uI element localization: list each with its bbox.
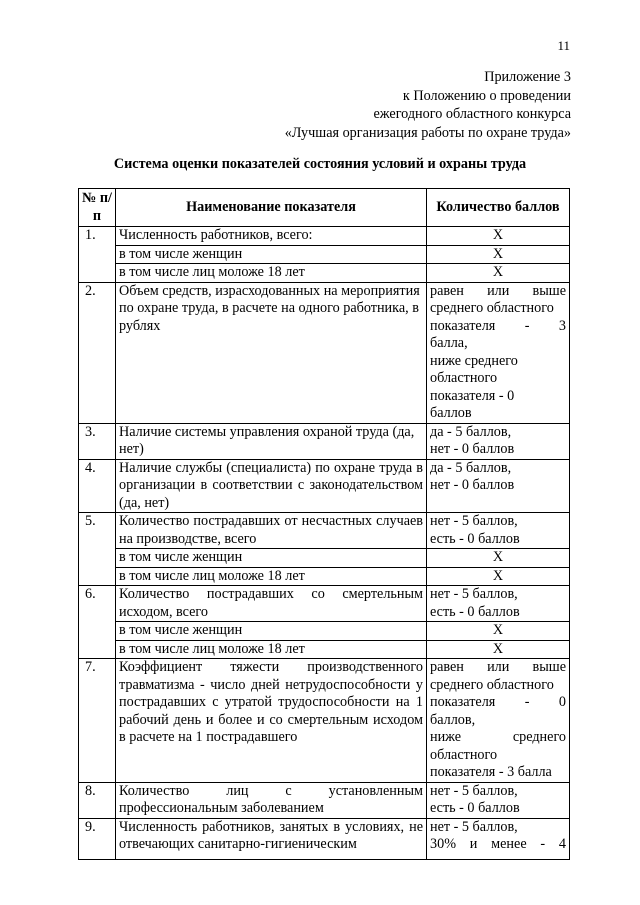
score-line: есть - 0 баллов (430, 530, 520, 547)
score-line: среднего областного (430, 300, 554, 316)
indicator-score: Х (427, 549, 570, 568)
score-line: нет - 5 баллов, (430, 782, 518, 799)
indicator-name: Количество пострадавших от несчастных случаев на производстве, всего (116, 513, 427, 549)
row-number: 4. (79, 459, 116, 513)
score-line: показателя - 3 балла (430, 764, 552, 780)
indicator-score: Х (427, 622, 570, 641)
score-line: да - 5 баллов, (430, 423, 512, 440)
table-row (79, 227, 570, 246)
row-number: 5. (79, 513, 116, 586)
row-number: 7. (79, 659, 116, 783)
table-subrow (79, 622, 570, 641)
row-number: 6. (79, 586, 116, 659)
document-title: Система оценки показателей состояния условий и охраны труда (113, 156, 527, 172)
indicator-name: Объем средств, израсходованных на мероприятия по охране труда, в расчете на одного работника, в рублях (116, 282, 427, 423)
appendix-line: «Лучшая организация работы по охране труда» (284, 124, 571, 141)
score-line: ниже среднего (430, 729, 566, 745)
indicator-name-text: Численность работников, занятых в условиях, не отвечающих санитарно-гигиеническим (119, 818, 423, 852)
indicator-name: Коэффициент тяжести производственного травматизма - число дней нетрудоспособности у пострадавших с утратой трудоспособности на 1 рабочий день и более и со смертельным исходом в расчете на 1 пострадавшего (116, 659, 427, 783)
score-line: областного (430, 370, 498, 386)
indicator-score (427, 659, 570, 783)
score-line: показателя - 3 (430, 317, 566, 334)
score-line: 30% и менее - 4 (430, 836, 566, 852)
score-line: баллов, (430, 711, 476, 728)
score-line: балла, (430, 335, 468, 351)
score-line: баллов (430, 405, 472, 421)
score-line: нет - 5 баллов, (430, 586, 518, 602)
indicator-name: Численность работников, всего: (116, 227, 427, 246)
indicator-score (427, 423, 570, 459)
score-line: нет - 0 баллов (430, 441, 515, 457)
indicator-score: Х (427, 640, 570, 659)
score-line: да - 5 баллов, (430, 459, 512, 476)
header-name: Наименование показателя (116, 189, 427, 227)
score-line: показателя - 0 (430, 387, 515, 404)
table-row (79, 659, 570, 783)
indicator-score (427, 782, 570, 818)
indicator-score: Х (427, 264, 570, 283)
indicator-name: в том числе женщин (116, 245, 427, 264)
table-subrow (79, 640, 570, 659)
indicator-name: в том числе женщин (116, 622, 427, 641)
indicator-name: Количество пострадавших со смертельным исходом, всего (116, 586, 427, 622)
indicator-name: Наличие системы управления охраной труда (да, нет) (116, 423, 427, 459)
score-line: нет - 5 баллов, (430, 513, 518, 529)
indicator-score (427, 459, 570, 513)
row-number: 1. (79, 227, 116, 283)
scoring-table (78, 188, 570, 860)
row-number: 8. (79, 782, 116, 818)
table-subrow (79, 567, 570, 586)
indicator-score: Х (427, 567, 570, 586)
page-number: 11 (557, 38, 570, 53)
table-row (79, 423, 570, 459)
table-subrow (79, 549, 570, 568)
row-number: 3. (79, 423, 116, 459)
table-row (79, 282, 570, 423)
table-subrow (79, 245, 570, 264)
indicator-name: в том числе лиц моложе 18 лет (116, 567, 427, 586)
indicator-name: Количество лиц с установленным профессиональным заболеванием (116, 782, 427, 818)
table-header-row (79, 189, 570, 227)
score-line: есть - 0 баллов (430, 603, 520, 620)
header-number: № п/п (79, 189, 116, 227)
row-number: 9. (79, 818, 116, 859)
score-line: показателя - 0 (430, 694, 566, 710)
indicator-score (427, 513, 570, 549)
table-row (79, 586, 570, 622)
indicator-name: Наличие службы (специалиста) по охране труда в организации в соответствии с законодательством (да, нет) (116, 459, 427, 513)
table-row (79, 818, 570, 859)
indicator-score (427, 818, 570, 859)
header-score: Количество баллов (427, 189, 570, 227)
indicator-name: в том числе лиц моложе 18 лет (116, 640, 427, 659)
score-line: есть - 0 баллов (430, 800, 520, 816)
score-line: областного (430, 746, 498, 763)
score-line: равен или выше (430, 282, 566, 299)
indicator-name (116, 818, 427, 859)
indicator-score (427, 586, 570, 622)
indicator-score (427, 282, 570, 423)
appendix-line: Приложение 3 (484, 69, 571, 85)
table-row (79, 513, 570, 549)
score-line: ниже среднего (430, 352, 518, 369)
indicator-score: Х (427, 245, 570, 264)
score-line: среднего областного (430, 676, 554, 693)
appendix-line: ежегодного областного конкурса (373, 106, 571, 122)
indicator-score: Х (427, 227, 570, 246)
table-subrow (79, 264, 570, 283)
row-number: 2. (79, 282, 116, 423)
score-line: равен или выше (430, 659, 566, 675)
score-line: нет - 5 баллов, (430, 818, 518, 835)
table-row (79, 459, 570, 513)
score-line: нет - 0 баллов (430, 477, 515, 493)
appendix-line: к Положению о проведении (402, 87, 571, 104)
appendix-header (231, 68, 571, 142)
indicator-name: в том числе лиц моложе 18 лет (116, 264, 427, 283)
indicator-name: в том числе женщин (116, 549, 427, 568)
table-row (79, 782, 570, 818)
